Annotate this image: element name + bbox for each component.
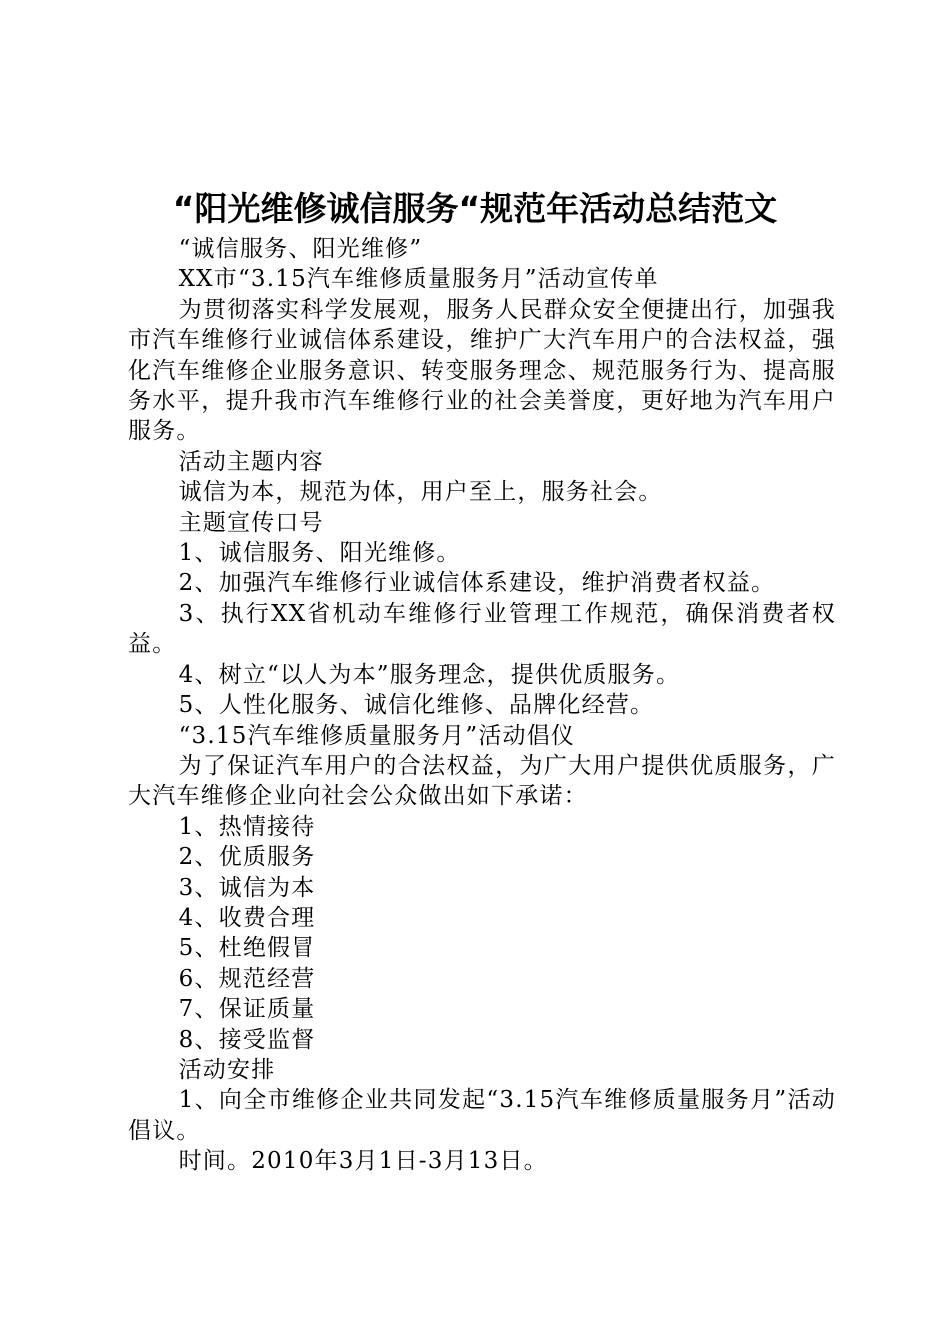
paragraph: 1、诚信服务、阳光维修。 [178, 540, 461, 567]
paragraph: 诚信为本，规范为体，用户至上，服务社会。 [178, 479, 663, 506]
paragraph: 活动主题内容 [178, 448, 324, 475]
paragraph: 1、热情接待 [178, 813, 316, 840]
paragraph: 5、人性化服务、诚信化维修、品牌化经营。 [178, 692, 655, 719]
paragraph: 8、接受监督 [178, 1026, 316, 1053]
paragraph: 2、优质服务 [178, 844, 316, 871]
document-body [128, 234, 836, 1177]
document-title: “阳光维修诚信服务“规范年活动总结范文 [172, 189, 778, 228]
paragraph: “3.15汽车维修质量服务月”活动倡仪 [178, 722, 576, 749]
paragraph: 5、杜绝假冒 [178, 935, 316, 962]
paragraph: 主题宣传口号 [178, 509, 324, 536]
paragraph: 4、收费合理 [178, 904, 316, 931]
paragraph: 3、诚信为本 [178, 874, 316, 901]
paragraph: 时间。2010年3月1日-3月13日。 [178, 1148, 548, 1175]
paragraph: 为了保证汽车用户的合法权益，为广大用户提供优质服务，广大汽车维修企业向社会公众做出如下承诺： [128, 752, 836, 810]
paragraph: 6、规范经营 [178, 965, 316, 992]
paragraph: 活动安排 [178, 1056, 276, 1083]
paragraph: “诚信服务、阳光维修” [178, 236, 423, 262]
paragraph: 为贯彻落实科学发展观，服务人民群众安全便捷出行，加强我市汽车维修行业诚信体系建设，维护广大汽车用户的合法权益，强化汽车维修企业服务意识、转变服务理念、规范服务行为、提高服务水平，提升我市汽车维修行业的社会美誉度，更好地为汽车用户服务。 [128, 296, 836, 445]
paragraph: 7、保证质量 [178, 996, 316, 1023]
paragraph: 1、向全市维修企业共同发起“3.15汽车维修质量服务月”活动倡议。 [128, 1087, 836, 1144]
paragraph: 2、加强汽车维修行业诚信体系建设，维护消费者权益。 [178, 570, 776, 597]
paragraph: 4、树立“以人为本”服务理念，提供优质服务。 [178, 661, 681, 688]
paragraph: 3、执行XX省机动车维修行业管理工作规范，确保消费者权益。 [128, 600, 836, 658]
paragraph: XX市“3.15汽车维修质量服务月”活动宣传单 [178, 266, 659, 293]
